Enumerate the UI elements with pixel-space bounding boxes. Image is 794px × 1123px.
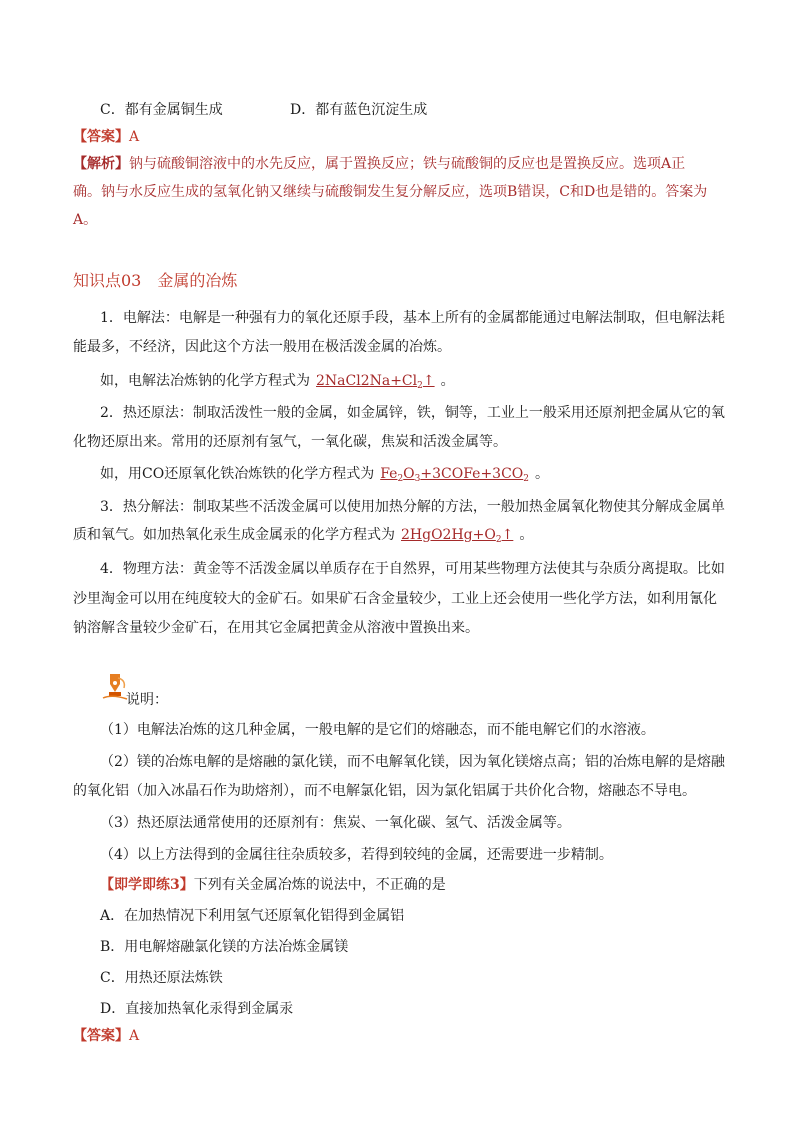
equation-prefix: 质和氧气。如加热氧化汞生成金属汞的化学方程式为 [73,527,395,543]
choice-c: C．都有金属铜生成 [100,102,223,118]
note-2-line-2: 的氧化铝（加入冰晶石作为助熔剂），而不电解氯化铝，因为氯化铝属于共价化合物，熔融态不导电。 [73,783,696,799]
equation-blank: $2HgO2Hg+O_2↑$ [401,527,514,545]
option-c: C．用热还原法炼铁 [100,970,223,986]
option-a: A．在加热情况下利用氢气还原氧化铝得到金属铝 [100,908,405,924]
answer-1 [73,127,139,147]
note-3: （3）热还原法通常使用的还原剂有：焦炭、一氧化碳、氢气、活泼金属等。 [100,815,571,831]
answer-label: 【答案】 [73,1028,129,1044]
equation-blank: $Fe_2O_3+3COFe+3CO_2$ [380,466,530,484]
practice-label: 【即学即练3】 [100,877,194,893]
analysis-line-2: 确。钠与水反应生成的氢氧化钠又继续与硫酸铜发生复分解反应，选项B错误，C和D也是错的。答案为 [73,184,708,200]
item-4-line-1: 4．物理方法：黄金等不活泼金属以单质存在于自然界，可用某些物理方法使其与杂质分离提取。比如 [100,561,725,577]
analysis-text-1: 钠与硫酸铜溶液中的水先反应，属于置换反应；铁与硫酸铜的反应也是置换反应。选项A正 [129,156,686,172]
answer-label: 【答案】 [73,129,129,145]
note-4: （4）以上方法得到的金属往往杂质较多，若得到较纯的金属，还需要进一步精制。 [100,847,613,863]
equation-blank: $2NaCl2Na+Cl_2↑$ [316,373,435,391]
item-4-line-3: 钠溶解含量较少金矿石，在用其它金属把黄金从溶液中置换出来。 [73,620,479,636]
section-number: 知识点03 [73,271,142,290]
item-1-line-2: 能最多，不经济，因此这个方法一般用在极活泼金属的冶炼。 [73,339,451,355]
analysis-line-3: A。 [73,212,98,228]
choice-d: D．都有蓝色沉淀生成 [290,102,428,118]
equation-prefix: 如，电解法冶炼钠的化学方程式为 [100,373,310,389]
analysis-label: 【解析】 [73,156,129,172]
note-2-line-1: （2）镁的冶炼电解的是熔融的氯化镁，而不电解氧化镁，因为氧化镁熔点高；铝的冶炼电解的是熔融 [100,754,725,770]
item-1-line-1: 1．电解法：电解是一种强有力的氧化还原手段，基本上所有的金属都能通过电解法制取，但电解法耗 [100,310,725,326]
item-2-equation: 如，用CO还原氧化铁冶炼铁的化学方程式为 $Fe_2O_3+3COFe+3CO_2$ 。 [100,466,550,484]
item-2-line-1: 2．热还原法：制取活泼性一般的金属，如金属锌，铁，铜等，工业上一般采用还原剂把金属从它的氧 [100,405,725,421]
option-d: D．直接加热氧化汞得到金属汞 [100,1001,294,1017]
equation-prefix: 如，用CO还原氧化铁冶炼铁的化学方程式为 [100,466,375,482]
practice-question [100,875,446,895]
item-3-line-1: 3．热分解法：制取某些不活泼金属可以使用加热分解的方法，一般加热金属氧化物使其分解成金属单 [100,499,725,515]
section-heading [73,270,237,292]
note-label: 说明： [126,692,168,708]
answer-value: A [129,1028,140,1044]
item-4-line-2: 沙里淘金可以用在纯度较大的金矿石。如果矿石含金量较少，工业上还会使用一些化学方法，如利用氰化 [73,591,717,607]
item-1-equation: 如，电解法冶炼钠的化学方程式为 $2NaCl2Na+Cl_2↑$ 。 [100,373,455,391]
section-title: 金属的冶炼 [157,271,238,290]
note-1: （1）电解法冶炼的这几种金属，一般电解的是它们的熔融态，而不能电解它们的水溶液。 [100,722,655,738]
item-2-line-2: 化物还原出来。常用的还原剂有氢气，一氧化碳，焦炭和活泼金属等。 [73,434,507,450]
answer-2 [73,1026,139,1046]
practice-text: 下列有关金属冶炼的说法中，不正确的是 [193,877,446,893]
answer-value: A [129,129,140,145]
item-3-line-2: 质和氧气。如加热氧化汞生成金属汞的化学方程式为 $2HgO2Hg+O_2↑$ 。 [73,527,534,545]
analysis-line-1 [73,154,685,174]
option-b: B．用电解熔融氯化镁的方法冶炼金属镁 [100,939,349,955]
